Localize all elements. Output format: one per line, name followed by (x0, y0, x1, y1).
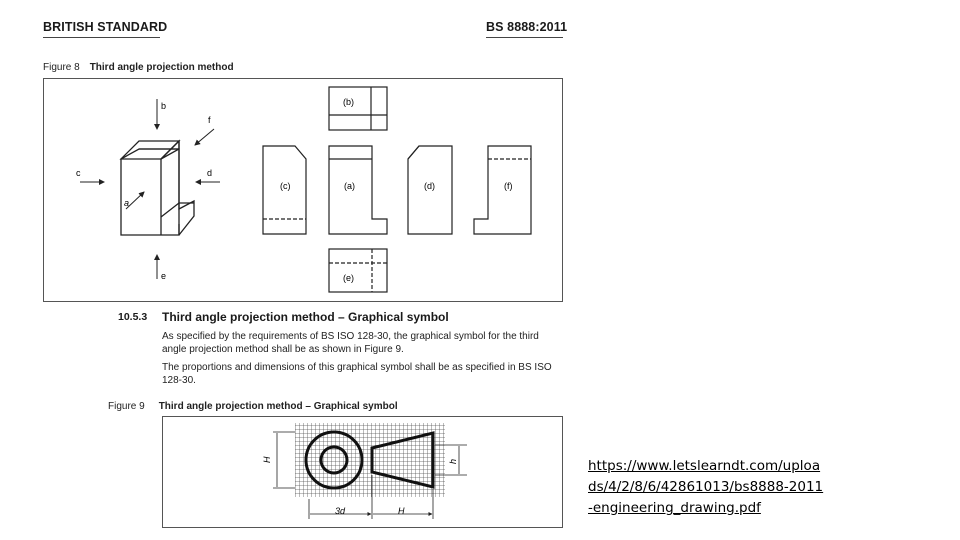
document-header-right: BS 8888:2011 (486, 20, 568, 34)
arrow-f-label: f (208, 115, 211, 125)
source-link-line-3[interactable]: -engineering_drawing.pdf (588, 500, 761, 516)
document-header-left: BRITISH STANDARD (43, 20, 168, 34)
view-a (329, 146, 387, 234)
section-paragraph-2: The proportions and dimensions of this graphical symbol shall be as specified in BS ISO 128-30. (162, 362, 552, 386)
view-b (329, 87, 387, 130)
figure8-drawing (44, 79, 562, 301)
arrow-a-label: a (124, 198, 130, 208)
source-link-line-2[interactable]: ds/4/2/8/6/42861013/bs8888-2011 (588, 479, 824, 495)
figure9-title: Third angle projection method – Graphical symbol (158, 401, 398, 412)
view-a-label: (a) (344, 181, 355, 191)
view-c-label: (c) (280, 181, 291, 191)
source-link-line-1[interactable]: https://www.letslearndt.com/uploa (588, 458, 821, 474)
isometric-block (121, 141, 194, 235)
arrow-f (195, 129, 214, 145)
figure9-number: Figure 9 (108, 401, 145, 412)
figure8-frame (43, 78, 563, 302)
figure8-title: Third angle projection method (89, 62, 234, 73)
view-b-label: (b) (343, 97, 354, 107)
section-number: 10.5.3 (118, 311, 148, 323)
view-d-label: (d) (424, 181, 435, 191)
section-title: Third angle projection method – Graphical symbol (162, 310, 449, 324)
figure9-caption (108, 401, 398, 412)
view-e-label: (e) (343, 273, 354, 283)
arrow-c-label: c (76, 168, 81, 178)
arrow-b-label: b (161, 101, 167, 111)
figure8-caption (43, 62, 234, 73)
figure9-frame (162, 416, 563, 528)
figure9-drawing (163, 417, 562, 527)
view-f (474, 146, 531, 234)
source-link[interactable] (588, 456, 868, 519)
header-rule-right (486, 37, 563, 38)
arrow-d-label: d (207, 168, 213, 178)
arrow-e-label: e (161, 271, 167, 281)
view-f-label: (f) (504, 181, 513, 191)
dim-h-small: h (448, 458, 458, 464)
view-e (329, 249, 387, 292)
dim-H-vertical: H (262, 456, 272, 463)
dim-3d: 3d (335, 506, 346, 516)
dim-H-horizontal: H (398, 506, 405, 516)
header-rule-left (43, 37, 160, 38)
figure8-number: Figure 8 (43, 62, 80, 73)
section-paragraph-1: As specified by the requirements of BS ISO 128-30, the graphical symbol for the third angle projection method shall be as shown in Figure 9. (162, 331, 539, 355)
